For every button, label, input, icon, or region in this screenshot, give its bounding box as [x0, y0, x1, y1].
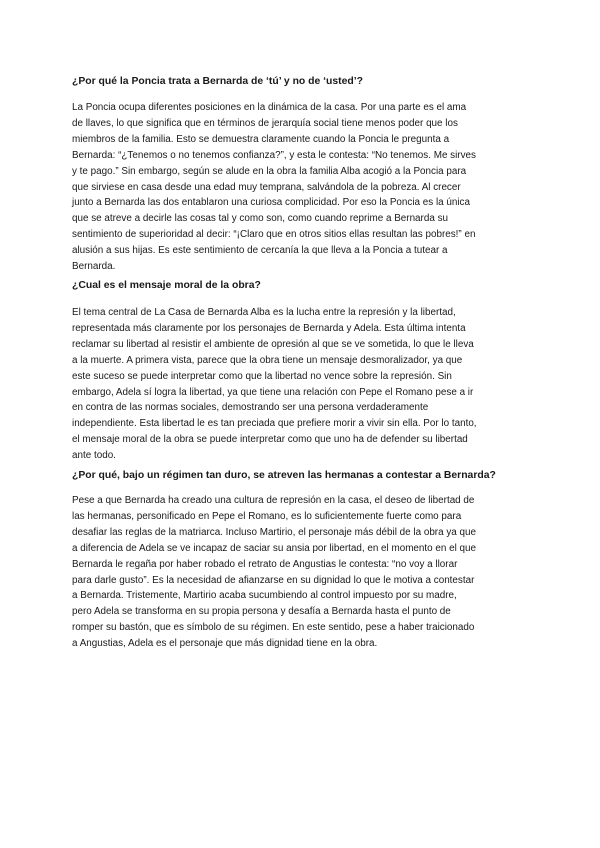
paragraph-line: La Poncia ocupa diferentes posiciones en la dinámica de la casa. Por una parte es el ama	[72, 102, 467, 113]
answer-paragraph-3	[72, 493, 528, 652]
paragraph-line: El tema central de La Casa de Bernarda Alba es la lucha entre la represión y la libertad,	[72, 307, 456, 318]
answer-paragraph-2	[72, 305, 528, 464]
question-heading-2: ¿Cual es el mensaje moral de la obra?	[72, 280, 261, 291]
paragraph-line: para darle gusto”. Es la necesidad de afianzarse en su dignidad lo que le motiva a contestar	[72, 574, 475, 586]
paragraph-line: este suceso se puede interpretar como que la libertad no vence sobre la represión. Sin	[72, 370, 452, 382]
paragraph-line: Pese a que Bernarda ha creado una cultura de represión en la casa, el deseo de libertad de	[72, 495, 475, 506]
paragraph-line: que sirviese en casa desde una edad muy temprana, salvándola de la pobreza. Al crecer	[72, 181, 461, 193]
paragraph-line: en contra de las normas sociales, demostrando ser una persona verdaderamente	[72, 402, 429, 414]
paragraph-line: ante todo.	[72, 450, 116, 462]
paragraph-line: a Bernarda. Tristemente, Martirio acaba sucumbiendo al control impuesto por su madre,	[72, 590, 457, 602]
question-heading-3: ¿Por qué, bajo un régimen tan duro, se atreven las hermanas a contestar a Bernarda?	[72, 470, 496, 481]
paragraph-line: alusión a sus hijas. Es este sentimiento de cercanía la que lleva a la Poncia a tutear a	[72, 245, 448, 257]
paragraph-line: las hermanas, personificado en Pepe el Romano, es lo suficientemente fuerte como para	[72, 510, 462, 522]
question-heading-1: ¿Por qué la Poncia trata a Bernarda de ‘tú’ y no de ‘usted’?	[72, 76, 364, 87]
paragraph-line: independiente. Esta libertad le es tan preciada que prefiere morir a vivir sin ella. Por lo tanto,	[72, 418, 477, 430]
paragraph-line: representada más claramente por los personajes de Bernarda y Adela. Esta última intenta	[72, 322, 466, 334]
paragraph-line: pero Adela se transforma en su propia persona y desafía a Bernarda hasta el punto de	[72, 606, 451, 618]
answer-paragraph-1	[72, 100, 528, 275]
paragraph-line: a la muerte. A primera vista, parece que la obra tiene un mensaje desmoralizador, ya que	[72, 354, 463, 366]
paragraph-line: el mensaje moral de la obra se puede interpretar como que uno ha de defender su libertad	[72, 434, 468, 446]
paragraph-line: romper su bastón, que es símbolo de su régimen. En este sentido, pese a haber traicionado	[72, 622, 475, 634]
paragraph-line: de llaves, lo que significa que en términos de jerarquía social tiene menos poder que los	[72, 117, 458, 129]
paragraph-line: a diferencia de Adela se ve incapaz de saciar su ansia por libertad, en el momento en el que	[72, 542, 477, 554]
paragraph-line: a Angustias, Adela es el personaje que más dignidad tiene en la obra.	[72, 638, 378, 650]
paragraph-line: miembros de la familia. Esto se demuestra claramente cuando la Poncia le pregunta a	[72, 133, 450, 145]
paragraph-line: y te pago.” Sin embargo, según se alude en la obra la familia Alba acogió a la Poncia para	[72, 165, 467, 177]
paragraph-line: sentimiento de superioridad al decir: “¡Claro que en otros sitios ellas resultan las pobres!” en	[72, 229, 476, 241]
paragraph-line: junto a Bernarda las dos entablaron una curiosa complicidad. Por eso la Poncia es la única	[72, 197, 470, 209]
paragraph-line: embargo, Adela sí logra la libertad, ya que tiene una relación con Pepe el Romano pese a ir	[72, 386, 474, 398]
paragraph-line: Bernarda le regaña por haber robado el retrato de Angustias le contesta: “no voy a llorar	[72, 558, 458, 570]
paragraph-line: Bernarda.	[72, 261, 116, 273]
paragraph-line: Bernarda: “¿Tenemos o no tenemos confianza?”, y esta le contesta: “No tenemos. Me sirves	[72, 149, 476, 161]
paragraph-line: reclamar su libertad al resistir el ambiente de opresión al que se ve sometida, lo que le lleva	[72, 338, 474, 350]
paragraph-line: desafiar las reglas de la matriarca. Incluso Martirio, el personaje más débil de la obra ya que	[72, 526, 476, 538]
paragraph-line: que se atreve a decirle las cosas tal y como son, como cuando reprime a Bernarda su	[72, 213, 448, 225]
